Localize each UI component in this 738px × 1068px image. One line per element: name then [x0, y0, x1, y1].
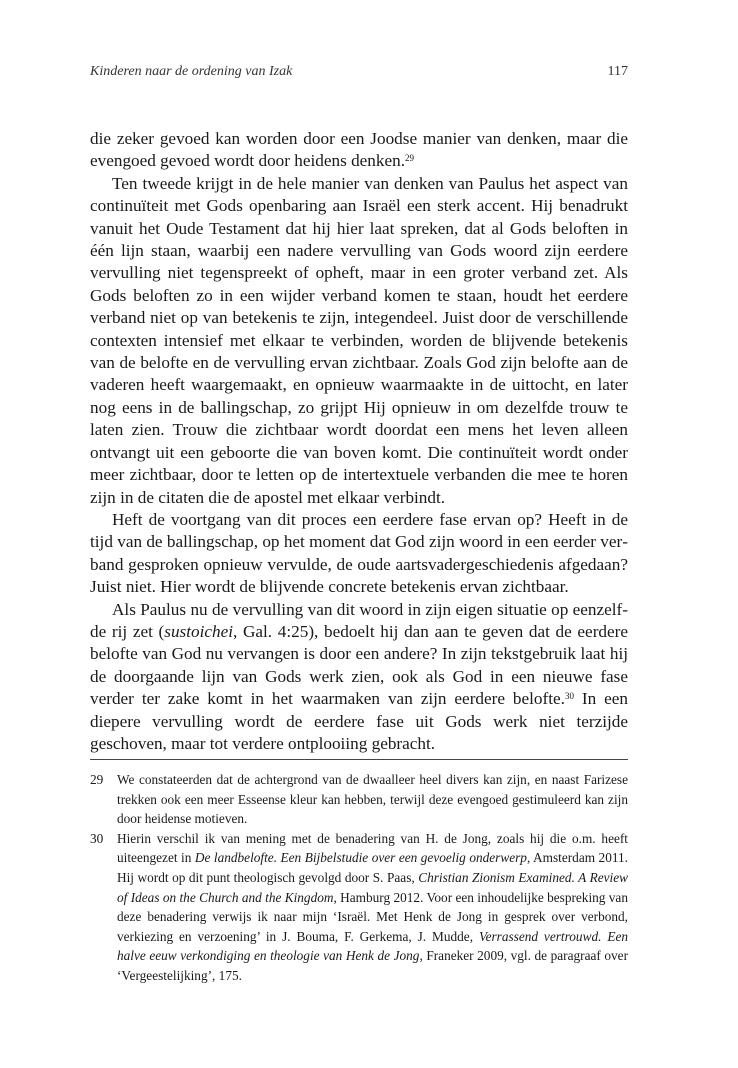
italic-text: Christian Zionism Examined. A Review of Ideas on the Church and the Kingdom	[117, 869, 628, 905]
footnote-number: 29	[90, 772, 104, 787]
text-run: Als Paulus nu de vervulling van dit woord in zijn eigen situatie op eenzelfde rij zet (	[90, 599, 628, 641]
running-header	[90, 64, 628, 82]
text-run: In een diepere vervulling wordt de eerdere fase uit Gods werk niet terzijde geschoven, maar tot verdere ontplooiing gebracht.	[90, 689, 628, 753]
text-run: , Gal. 4:25), bedoelt hij dan aan te geven dat de eerdere belofte van God nu vervangen is door een andere? In zijn tekstgebruik laat hij de doorgaande lijn van Gods werk zien, ook als God in een nieuwe fase verder ter zake komt in het waarmaken van zijn eerdere belofte.	[90, 621, 628, 709]
text-run: Heft de voortgang van dit proces een eerdere fase ervan op? Heeft in de tijd van de ballingschap, op het moment dat God zijn woord in een eerder verband gesproken opnieuw vervulde, de oude aartsvadergeschiedenis afgedaan? Juist niet. Hier wordt de blijvende concrete betekenis ervan zichtbaar.	[90, 509, 628, 597]
text-run: , Hamburg 2012. Voor een inhoudelijke bespreking van deze benadering verwijs ik naar mijn ‘Israël. Met Henk de Jong in gesprek over verbond, verkiezing en verzoening’ in J. Bouma, F. Gerkema, J. Mudde,	[117, 889, 628, 944]
text-run: Franeker 2009, vgl. de paragraaf over ‘Vergeestelijking’, 175.	[117, 948, 629, 983]
footnote-ref: 29	[405, 153, 415, 164]
footnote	[90, 829, 628, 986]
footnote-divider	[90, 759, 628, 760]
text-run: Hierin verschil ik van mening met de benadering van H. de Jong, zoals hij die o.m. heeft uiteengezet in	[117, 830, 628, 866]
italic-text: Verrassend vertrouwd. Een halve eeuw verkondiging en theologie van Henk de Jong,	[117, 928, 628, 964]
italic-text: sustoichei	[164, 621, 234, 641]
footnotes	[90, 770, 628, 986]
paragraph	[90, 599, 628, 756]
running-title: Kinderen naar de ordening van Izak	[90, 64, 293, 79]
footnote-ref: 30	[564, 691, 574, 702]
footnote-number: 30	[90, 830, 104, 846]
text-run: Ten tweede krijgt in de hele manier van denken van Paulus het aspect van continuïteit met Gods openbaring aan Israël een sterk accent. Hij benadrukt vanuit het Oude Testament dat hij hier laat spreken, dat al Gods beloften in één lijn staan, waarbij een nadere vervulling van Gods woord zijn eerdere vervulling niet tegenspreekt of opheft, maar in een groter verband zet. Als Gods beloften zo in een wijder verband komen te staan, houdt het eerdere verband niet op van betekenis te zijn, integendeel. Juist door de verschillende contexten intensief met elkaar te verbinden, worden de blijvende betekenis van de belofte en de vervulling ervan zichtbaar. Zoals God zijn belofte aan de vaderen heeft waargemaakt, en opnieuw waarmaakte in de uittocht, en later nog eens in de ballingschap, zo grijpt Hij opnieuw in om dezelfde trouw te laten zien. Trouw die zichtbaar wordt doordat een mens het leven alleen ontvangt uit een geboorte die van boven komt. Die continuïteit wordt onder meer zichtbaar, door te letten op de intertextuele verbanden die mee te horen zijn in de citaten die de apostel met elkaar verbindt.	[90, 173, 628, 507]
text-run: , Amsterdam 2011. Hij wordt op dit punt theologisch gevolgd door S. Paas,	[117, 850, 628, 885]
paragraph	[90, 509, 628, 599]
text-run: die zeker gevoed kan worden door een Joodse manier van denken, maar die evengoed gevoed wordt door heidens denken.	[90, 129, 628, 171]
text-run: We constateerden dat de achtergrond van de dwaalleer heel divers kan zijn, en naast Farizese trekken ook een meer Esseense kleur kan hebben, terwijl deze evengoed gestimuleerd kan zijn door heidense motieven.	[117, 772, 628, 827]
paragraph	[90, 173, 628, 509]
footnote	[90, 770, 628, 829]
paragraph	[90, 128, 628, 173]
page-number: 117	[607, 64, 628, 79]
italic-text: De landbelofte. Een Bijbelstudie over een gevoelig onderwerp	[194, 850, 527, 866]
body-text	[90, 128, 628, 755]
